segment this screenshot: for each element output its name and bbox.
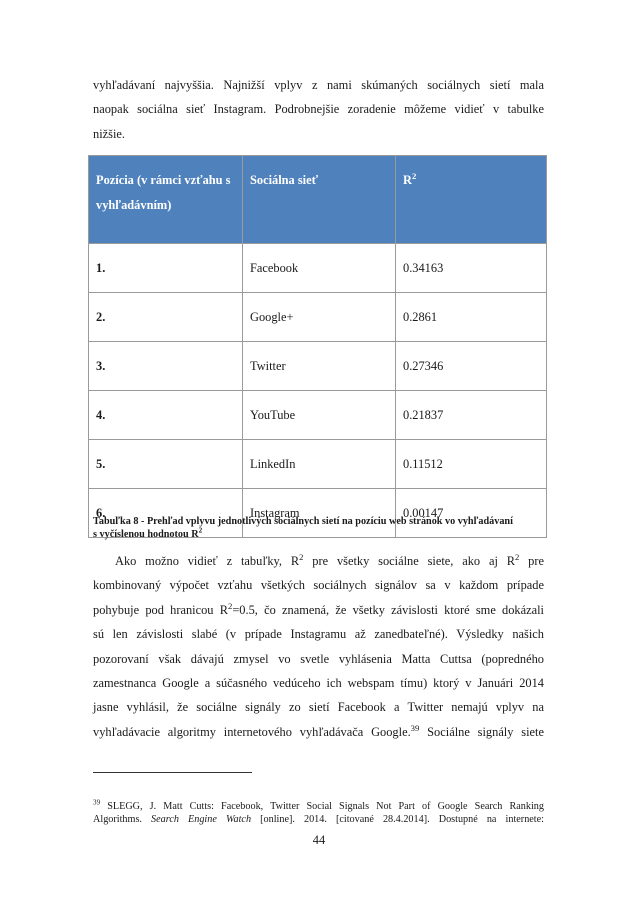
header-position: Pozícia (v rámci vzťahu s vyhľadávním) bbox=[89, 156, 243, 244]
intro-line: vyhľadávaní najvyššia. Najnižší vplyv z nami skúmaných sociálnych sietí mala bbox=[93, 78, 544, 92]
table-row bbox=[89, 440, 547, 489]
cell-position: 4. bbox=[89, 391, 243, 440]
cell-position: 2. bbox=[89, 293, 243, 342]
cell-r2: 0.2861 bbox=[396, 293, 547, 342]
body-line: sú len závislosti slabé (v prípade Instagramu až zanedbateľné). Výsledky našich bbox=[93, 627, 544, 642]
body-line: pohybuje pod hranicou $R^2=0.5$, čo znamená, že všetky závislosti ktoré sme dokázali bbox=[93, 600, 545, 617]
cell-network: Twitter bbox=[243, 342, 396, 391]
cell-network: YouTube bbox=[243, 391, 396, 440]
cell-position: 6. bbox=[89, 489, 243, 538]
table-row bbox=[89, 391, 547, 440]
body-line: zamestnanca Google a súčasného vedúceho ich webspam tímu) ktorý v Januári 2014 bbox=[93, 676, 544, 691]
header-network: Sociálna sieť bbox=[243, 156, 396, 244]
social-network-table bbox=[88, 155, 547, 538]
table-row bbox=[89, 342, 547, 391]
footnote-reference: 39 bbox=[410, 722, 420, 733]
cell-position: 3. bbox=[89, 342, 243, 391]
body-line: pozorovaní však dávajú zmysel vo svetle vyhlásenia Matta Cuttsa (popredného bbox=[93, 651, 544, 666]
footnote bbox=[93, 800, 544, 826]
page-number: 44 bbox=[312, 833, 326, 847]
body-line: kombinovaný výpočet vzťahu všetkých sociálnych signálov sa v každom prípade bbox=[93, 578, 544, 593]
intro-paragraph bbox=[93, 73, 544, 146]
table-header-row bbox=[89, 156, 547, 244]
cell-position: 5. bbox=[89, 440, 243, 489]
cell-network: Google+ bbox=[243, 293, 396, 342]
footnote-line: Algorithms. Search Engine Watch [online]. 2014. [citované 28.4.2014]. Dostupné na internete: bbox=[93, 814, 544, 825]
cell-r2: 0.21837 bbox=[396, 391, 547, 440]
intro-line: naopak sociálna sieť Instagram. Podrobnejšie zoradenie môžeme vidieť v tabulke bbox=[93, 102, 544, 117]
cell-r2: 0.00147 bbox=[396, 489, 547, 538]
body-line: vyhľadávacie algoritmy internetového vyhľadávača Google.$^{39}$ Sociálne signály siete bbox=[93, 722, 544, 739]
body-line: jasne vyhlásil, že sociálne signály zo sietí Facebook a Twitter nemajú vplyv na bbox=[93, 700, 544, 715]
body-line: Ako možno vidieť z tabuľky, $R^2$ pre všetky sociálne siete, ako aj $R^2$ pre bbox=[115, 551, 545, 568]
footnote-line: $^{39}$ SLEGG, J. Matt Cutts: Facebook, Twitter Social Signals Not Part of Google Search Ranking bbox=[93, 798, 544, 812]
table-row bbox=[89, 293, 547, 342]
table-row bbox=[89, 244, 547, 293]
cell-position: 1. bbox=[89, 244, 243, 293]
table-caption: Tabuľka 8 - Prehľad vplyvu jednotlivých sociálnych sietí na pozíciu web stránok vo vyhľadávaní s vyčíslenou hodnotou $R^2$ bbox=[93, 516, 513, 540]
body-paragraph bbox=[93, 549, 544, 744]
cell-network: Instagram bbox=[243, 489, 396, 538]
cell-r2: 0.11512 bbox=[396, 440, 547, 489]
cell-r2: 0.27346 bbox=[396, 342, 547, 391]
cell-r2: 0.34163 bbox=[396, 244, 547, 293]
header-r2: $R^2$ bbox=[396, 156, 547, 244]
footnote-marker: 39 bbox=[93, 798, 101, 807]
cell-network: LinkedIn bbox=[243, 440, 396, 489]
intro-line: nižšie. bbox=[93, 126, 125, 141]
cell-network: Facebook bbox=[243, 244, 396, 293]
footnote-separator bbox=[93, 772, 252, 773]
